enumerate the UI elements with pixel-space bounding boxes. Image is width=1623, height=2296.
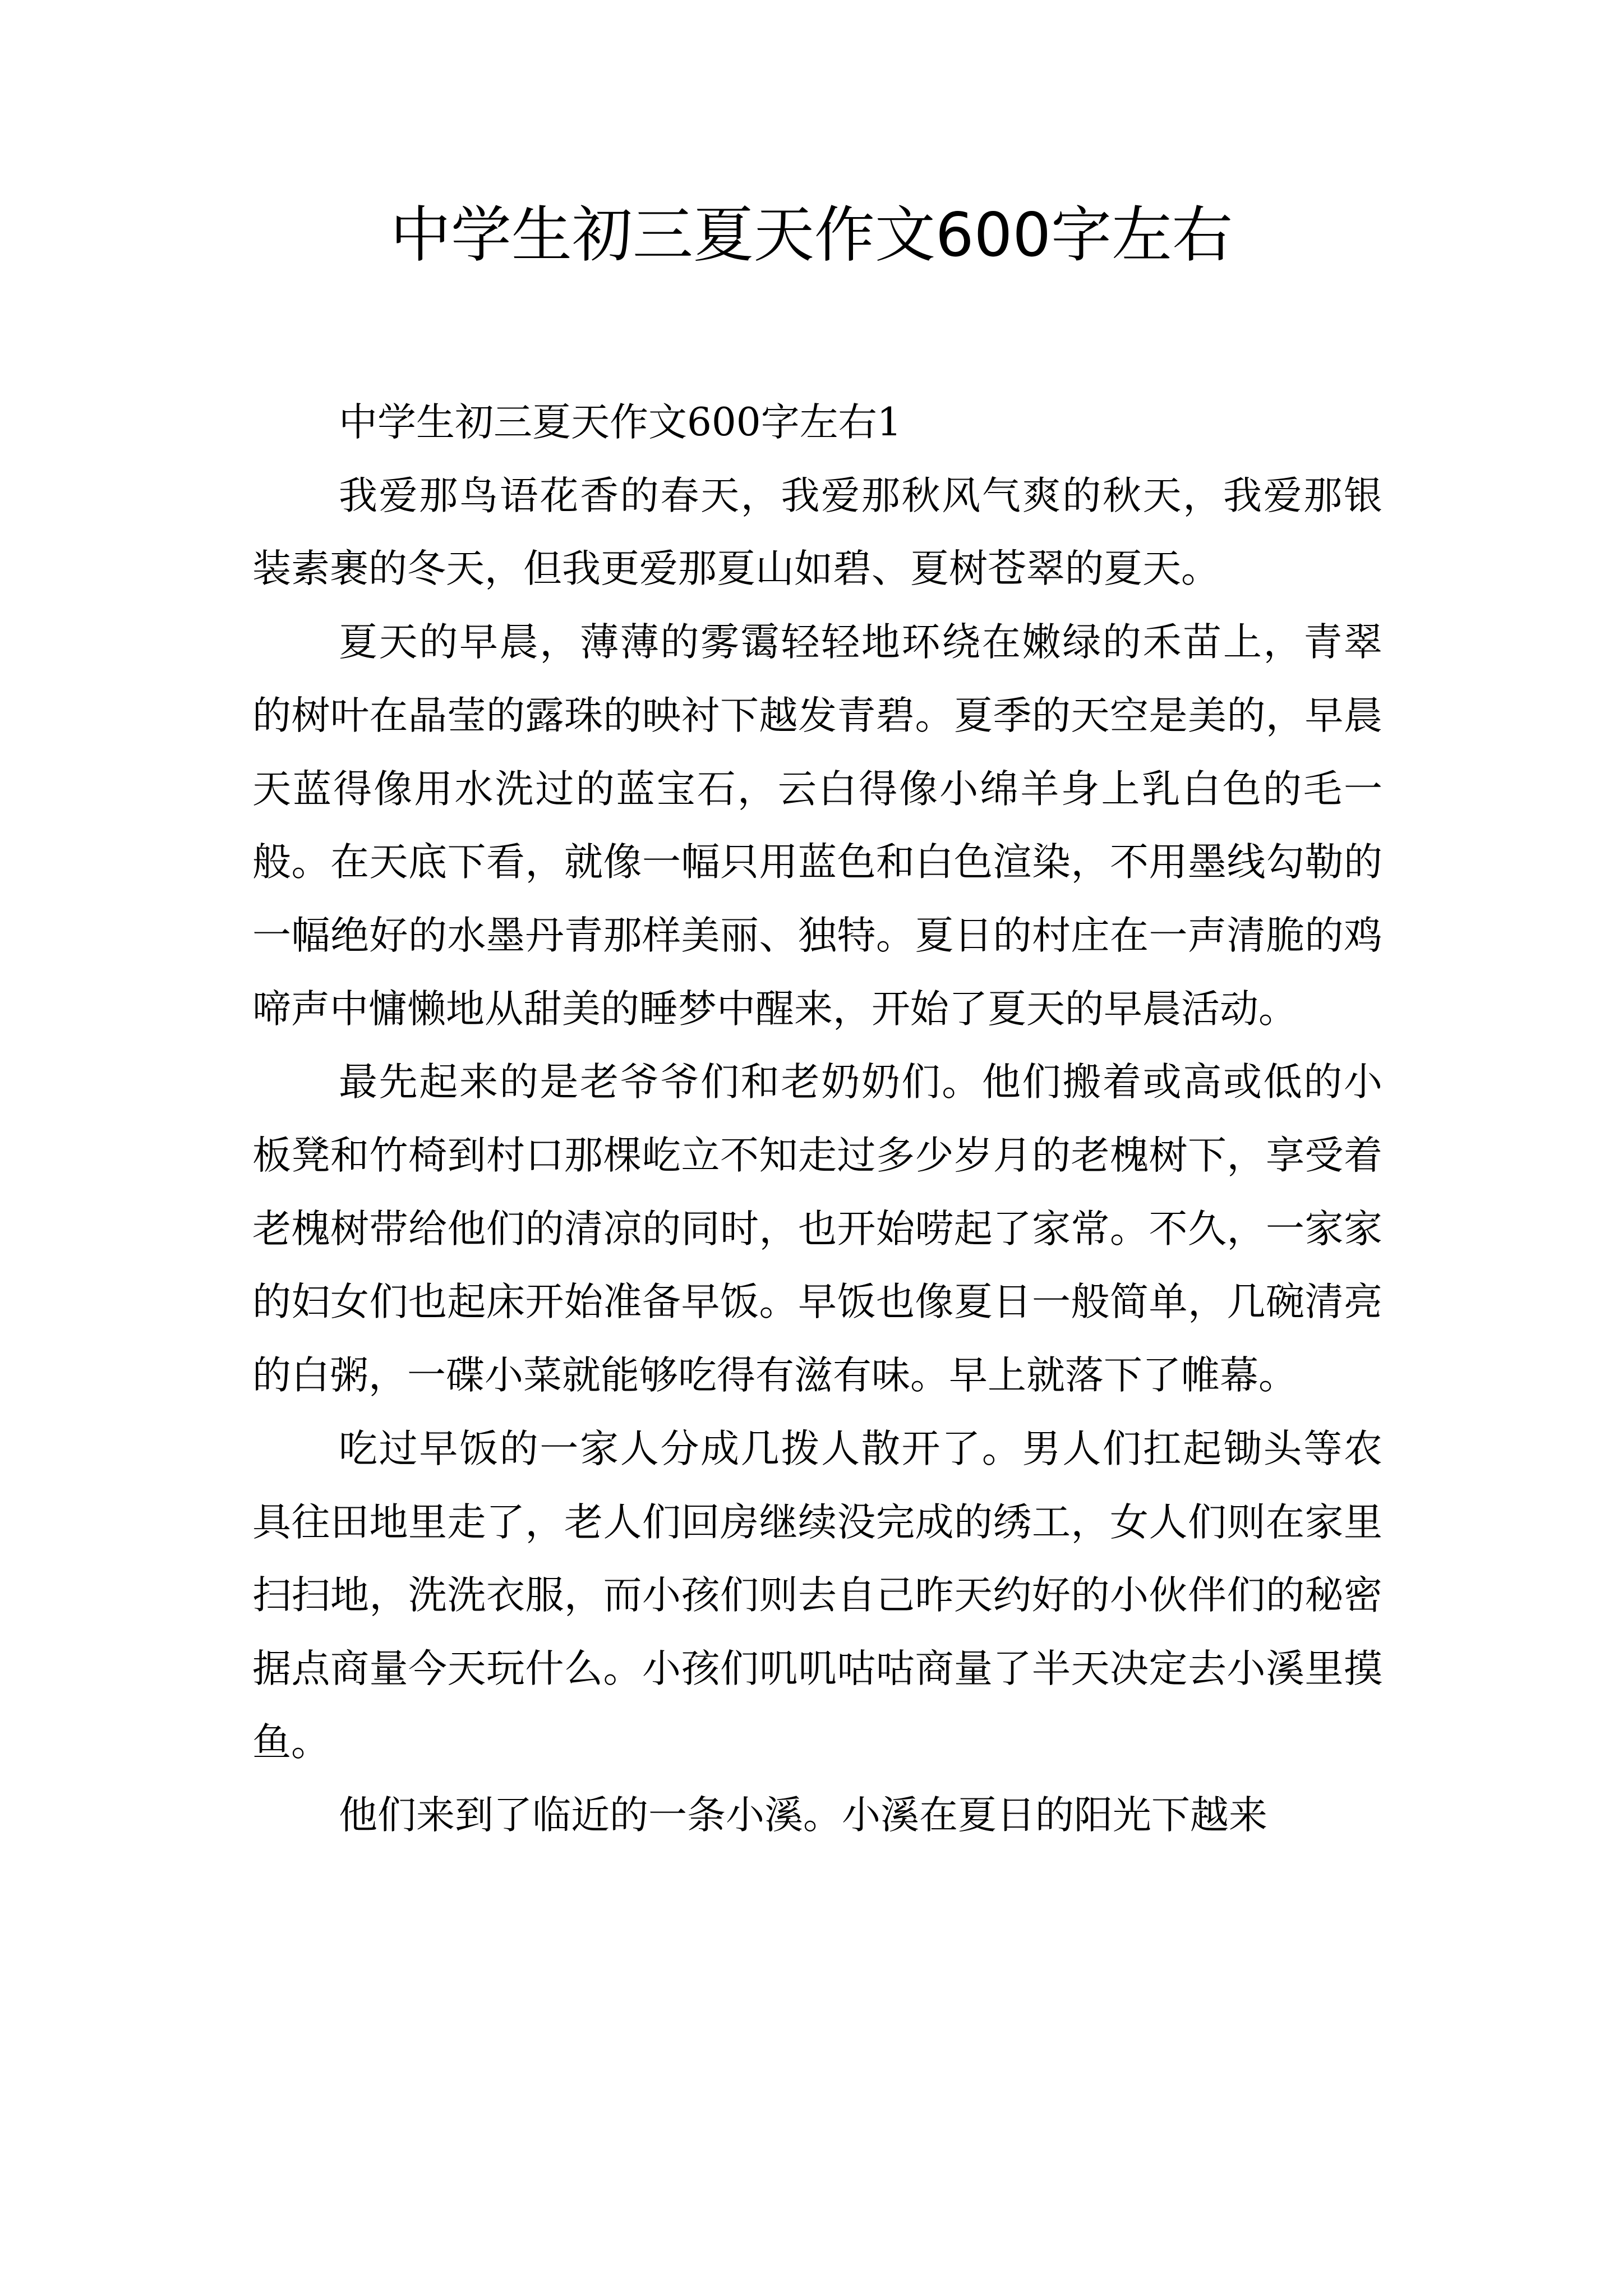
paragraph: 最先起来的是老爷爷们和老奶奶们。他们搬着或高或低的小板凳和竹椅到村口那棵屹立不知走过多少岁月的老槐树下，享受着老槐树带给他们的清凉的同时，也开始唠起了家常。不久，一家家的妇女们也起床开始准备早饭。早饭也像夏日一般简单，几碗清亮的白粥，一碟小菜就能够吃得有滋有味。早上就落下了帷幕。 bbox=[252, 1060, 1382, 1398]
essay-heading: 中学生初三夏天作文600字左右1 bbox=[339, 400, 902, 445]
paragraph: 夏天的早晨，薄薄的雾霭轻轻地环绕在嫩绿的禾苗上，青翠的树叶在晶莹的露珠的映衬下越发青碧。夏季的天空是美的，早晨天蓝得像用水洗过的蓝宝石，云白得像小绵羊身上乳白色的毛一般。在天底下看，就像一幅只用蓝色和白色渲染，不用墨线勾勒的一幅绝好的水墨丹青那样美丽、独特。夏日的村庄在一声清脆的鸡啼声中慵懒地从甜美的睡梦中醒来，开始了夏天的早晨活动。 bbox=[252, 620, 1382, 1032]
paragraph: 吃过早饭的一家人分成几拨人散开了。男人们扛起锄头等农具往田地里走了，老人们回房继续没完成的绣工，女人们则在家里扫扫地，洗洗衣服，而小孩们则去自己昨天约好的小伙伴们的秘密据点商量今天玩什么。小孩们叽叽咕咕商量了半天决定去小溪里摸鱼。 bbox=[252, 1426, 1382, 1765]
document-body bbox=[252, 386, 1382, 1852]
paragraph: 他们来到了临近的一条小溪。小溪在夏日的阳光下越来 bbox=[339, 1793, 1267, 1838]
document-title: 中学生初三夏天作文600字左右 bbox=[390, 200, 1233, 270]
paragraph: 我爱那鸟语花香的春天，我爱那秋风气爽的秋天，我爱那银装素裹的冬天，但我更爱那夏山如碧、夏树苍翠的夏天。 bbox=[252, 473, 1382, 592]
